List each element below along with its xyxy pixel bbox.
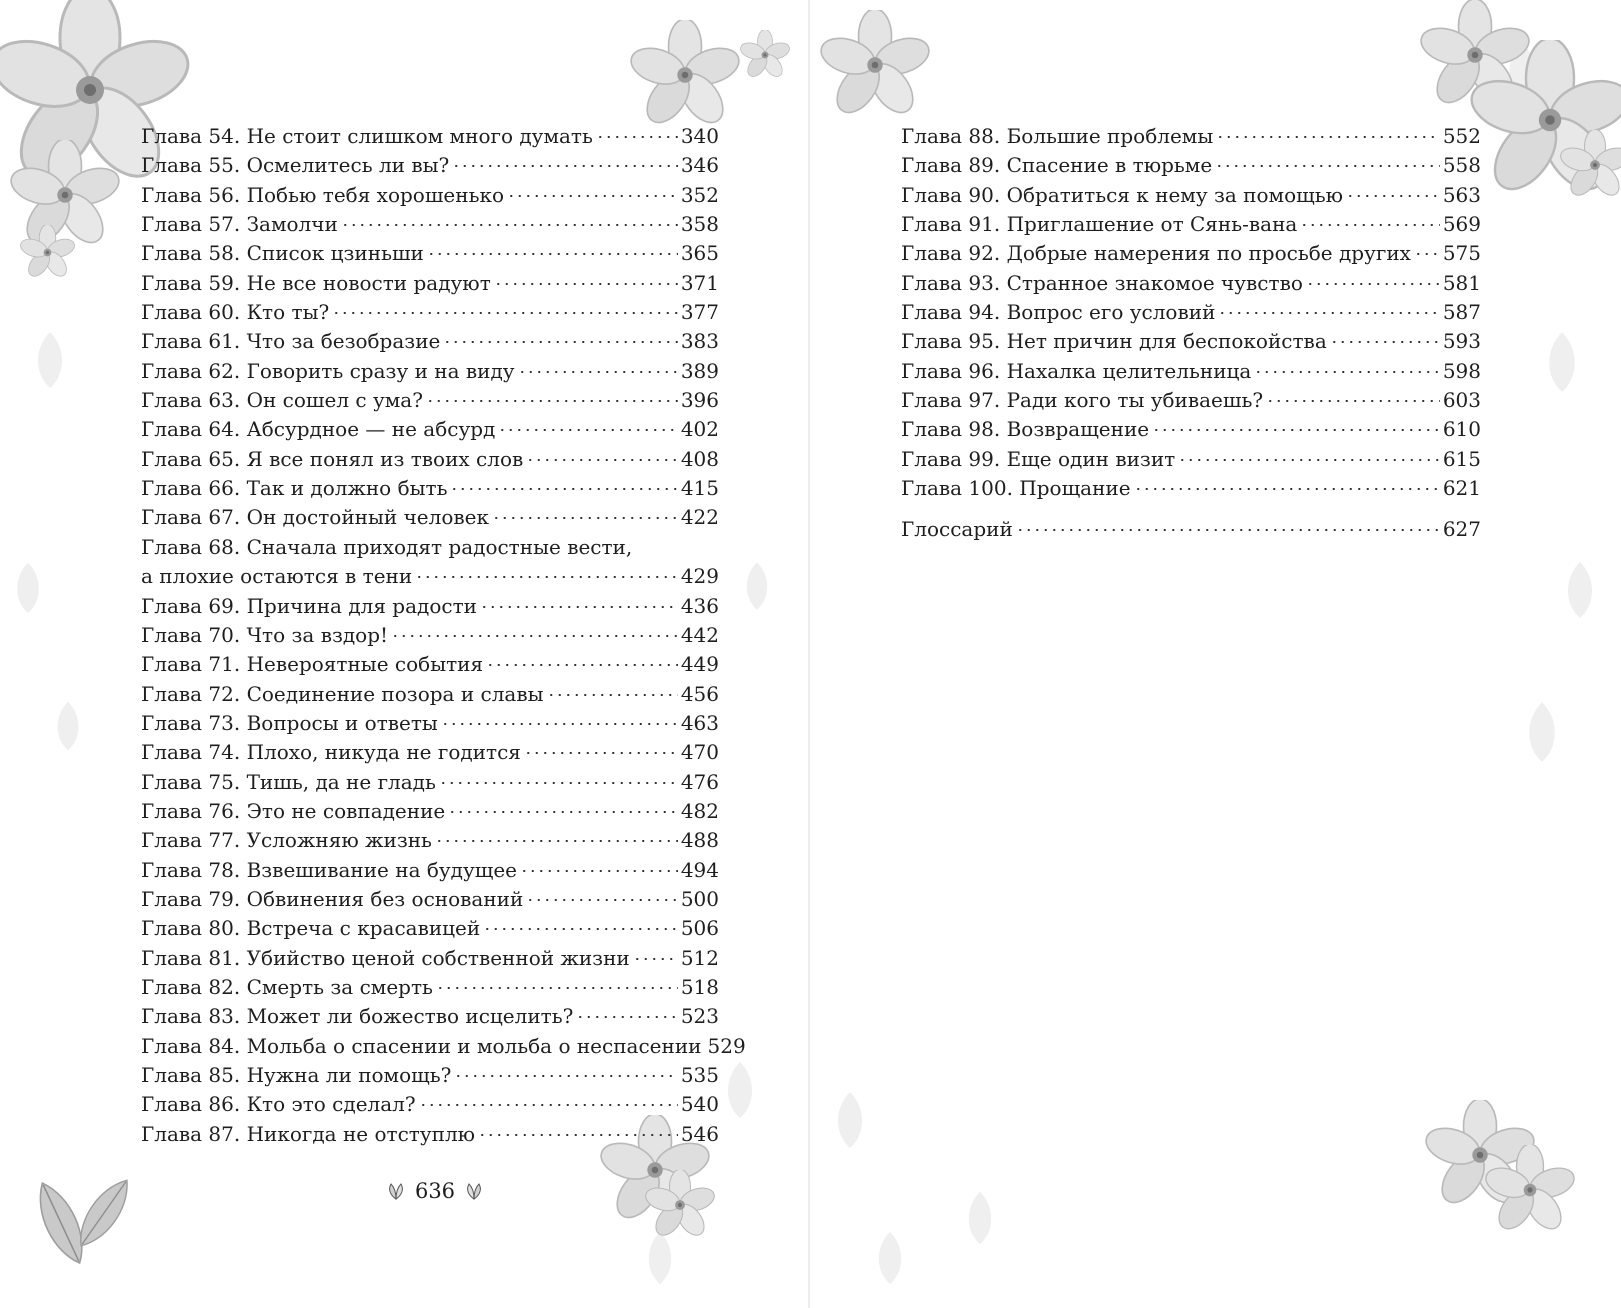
toc-entry-page: 563	[1442, 182, 1481, 207]
toc-entry	[141, 1061, 719, 1090]
dot-leader	[524, 752, 678, 754]
toc-entry-title: Глава 64. Абсурдное — не абсурд	[141, 417, 496, 442]
toc-entry	[141, 298, 719, 327]
toc-entry-page: 581	[1442, 270, 1481, 295]
toc-entry-page: 603	[1442, 388, 1481, 413]
dot-leader	[332, 312, 678, 314]
toc-entry	[141, 885, 719, 914]
dot-leader	[494, 283, 678, 285]
toc-entry	[141, 181, 719, 210]
toc-entry-title-line2: а плохие остаются в тени	[141, 564, 413, 589]
toc-entry	[141, 709, 719, 738]
toc-entry	[141, 826, 719, 855]
toc-entry	[141, 445, 719, 474]
toc-entry	[141, 503, 719, 532]
toc-entry	[901, 357, 1481, 386]
toc-entry	[901, 151, 1481, 180]
toc-entry-page: 358	[680, 212, 719, 237]
toc-entry	[141, 210, 719, 239]
toc-entry-title: Глава 61. Что за безобразие	[141, 329, 441, 354]
toc-entry	[141, 1032, 746, 1061]
dot-leader	[520, 870, 678, 872]
dot-leader	[492, 517, 678, 519]
toc-entry-page: 558	[1442, 153, 1481, 178]
toc-entry	[141, 768, 719, 797]
toc-entry-title: Глоссарий	[901, 517, 1013, 542]
toc-entry-page: 523	[680, 1004, 719, 1029]
toc-entry-page: 627	[1442, 517, 1481, 542]
toc-entry-title: Глава 70. Что за вздор!	[141, 622, 389, 647]
toc-entry-title: Глава 55. Осмелитесь ли вы?	[141, 153, 450, 178]
toc-entry-title: Глава 86. Кто это сделал?	[141, 1092, 416, 1117]
book-gutter	[808, 0, 810, 1308]
dot-leader	[518, 371, 678, 373]
toc-entry-page: 383	[680, 329, 719, 354]
toc-entry	[141, 973, 719, 1002]
toc-entry-title: Глава 80. Встреча с красавицей	[141, 916, 481, 941]
toc-entry-title: Глава 56. Побью тебя хорошенько	[141, 182, 505, 207]
dot-leader	[435, 840, 678, 842]
page-number: 636	[414, 1179, 456, 1203]
toc-entry	[141, 621, 719, 650]
toc-entry-title: Глава 96. Нахалка целительница	[901, 358, 1252, 383]
toc-entry-title: Глава 75. Тишь, да не гладь	[141, 769, 436, 794]
toc-entry	[141, 856, 719, 885]
toc-entry-title: Глава 67. Он достойный человек	[141, 505, 489, 530]
toc-entry-title-line1: Глава 68. Сначала приходят радостные вести,	[141, 534, 633, 559]
toc-entry-page: 512	[680, 945, 719, 970]
toc-entry-page: 365	[680, 241, 719, 266]
dot-leader	[1306, 283, 1440, 285]
dot-leader	[596, 136, 678, 138]
toc-entry-title: Глава 79. Обвинения без оснований	[141, 886, 524, 911]
toc-entry	[141, 357, 719, 386]
dot-leader	[576, 1016, 677, 1018]
dot-leader	[452, 165, 678, 167]
toc-entry	[141, 944, 719, 973]
toc-entry-title: Глава 73. Вопросы и ответы	[141, 710, 438, 735]
toc-entry-page: 402	[680, 417, 719, 442]
toc-entry-page: 346	[680, 153, 719, 178]
toc-entry-page: 436	[680, 593, 719, 618]
toc-entry-title: Глава 95. Нет причин для беспокойства	[901, 329, 1327, 354]
toc-entry-title: Глава 60. Кто ты?	[141, 300, 330, 325]
toc-entry-page: 476	[680, 769, 719, 794]
toc-entry-page: 500	[680, 886, 719, 911]
toc-entry-title: Глава 88. Большие проблемы	[901, 124, 1214, 148]
dot-leader	[1216, 136, 1440, 138]
toc-entry-page: 518	[680, 974, 719, 999]
dot-leader	[1178, 459, 1440, 461]
toc-entry-page: 371	[680, 270, 719, 295]
dot-leader	[1346, 195, 1440, 197]
toc-entry	[901, 269, 1481, 298]
toc-entry-title: Глава 97. Ради кого ты убиваешь?	[901, 388, 1264, 413]
toc-entry	[901, 210, 1481, 239]
dot-leader	[498, 429, 677, 431]
toc-entry-page: 621	[1442, 476, 1481, 501]
dot-leader	[439, 782, 678, 784]
toc-entry-page: 442	[680, 622, 719, 647]
toc-entry-title: Глава 62. Говорить сразу и на виду	[141, 358, 515, 383]
dot-leader	[1215, 165, 1440, 167]
toc-entry-title: Глава 71. Невероятные события	[141, 652, 484, 677]
dot-leader	[448, 811, 678, 813]
toc-entry-title: Глава 92. Добрые намерения по просьбе других	[901, 241, 1411, 266]
toc-entry	[141, 650, 719, 679]
toc-entry-page: 575	[1442, 241, 1481, 266]
toc-entry-title: Глава 65. Я все понял из твоих слов	[141, 446, 524, 471]
toc-entry-page: 552	[1442, 124, 1481, 148]
toc-left-column	[141, 122, 746, 1149]
toc-entry-title: Глава 74. Плохо, никуда не годится	[141, 740, 521, 765]
toc-entry-title: Глава 81. Убийство ценой собственной жизни	[141, 945, 630, 970]
dot-leader	[507, 195, 678, 197]
toc-entry	[901, 239, 1481, 268]
dot-leader	[526, 459, 678, 461]
dot-leader	[1300, 224, 1439, 226]
dot-leader	[341, 224, 678, 226]
toc-entry-title: Глава 87. Никогда не отступлю	[141, 1121, 476, 1146]
toc-entry-page: 540	[680, 1092, 719, 1117]
toc-entry-title: Глава 63. Он сошел с ума?	[141, 388, 423, 413]
toc-entry-page: 470	[680, 740, 719, 765]
toc-entry-title: Глава 69. Причина для радости	[141, 593, 477, 618]
dot-leader	[1134, 488, 1440, 490]
dot-leader	[391, 635, 678, 637]
toc-entry-page: 494	[680, 857, 719, 882]
toc-entry-title: Глава 84. Мольба о спасении и мольба о неспасении	[141, 1033, 702, 1058]
toc-entry	[141, 239, 719, 268]
toc-entry-page: 463	[680, 710, 719, 735]
toc-entry	[901, 445, 1481, 474]
dot-leader	[426, 400, 678, 402]
toc-entry-page: 506	[680, 916, 719, 941]
toc-entry	[141, 269, 719, 298]
toc-entry	[141, 1120, 719, 1149]
dot-leader	[436, 987, 678, 989]
toc-entry-title: Глава 82. Смерть за смерть	[141, 974, 433, 999]
toc-entry	[901, 415, 1481, 444]
dot-leader	[443, 341, 677, 343]
toc-entry-page: 340	[680, 124, 719, 148]
toc-entry	[141, 122, 719, 151]
toc-entry-page: 415	[680, 476, 719, 501]
toc-entry-page: 408	[680, 446, 719, 471]
toc-entry	[141, 327, 719, 356]
dot-leader	[483, 928, 678, 930]
toc-entry-glossary	[901, 515, 1481, 544]
dot-leader	[450, 488, 677, 490]
toc-entry-title: Глава 90. Обратиться к нему за помощью	[901, 182, 1344, 207]
toc-entry	[901, 122, 1481, 151]
toc-entry-page: 396	[680, 388, 719, 413]
toc-right-column	[901, 122, 1481, 545]
toc-entry	[141, 415, 719, 444]
toc-entry-page: 456	[680, 681, 719, 706]
dot-leader	[1266, 400, 1440, 402]
toc-entry-page: 535	[680, 1063, 719, 1087]
section-gap	[901, 503, 1481, 515]
toc-entry-title: Глава 93. Странное знакомое чувство	[901, 270, 1303, 295]
dot-leader	[526, 899, 677, 901]
dot-leader	[486, 664, 678, 666]
toc-entry-title: Глава 91. Приглашение от Сянь-вана	[901, 212, 1298, 237]
toc-entry	[141, 738, 719, 767]
dot-leader	[1330, 341, 1440, 343]
dot-leader	[441, 723, 678, 725]
toc-entry-title: Глава 99. Еще один визит	[901, 446, 1176, 471]
dot-leader	[1016, 529, 1440, 531]
dot-leader	[547, 694, 678, 696]
toc-entry-title: Глава 58. Список цзиньши	[141, 241, 424, 266]
toc-entry-title: Глава 78. Взвешивание на будущее	[141, 857, 518, 882]
toc-entry	[141, 151, 719, 180]
dot-leader	[427, 253, 678, 255]
toc-entry-page: 429	[680, 564, 719, 589]
toc-entry-page: 546	[680, 1121, 719, 1146]
toc-entry	[141, 680, 719, 709]
toc-entry	[901, 327, 1481, 356]
toc-entry	[901, 181, 1481, 210]
toc-entry-page: 389	[680, 358, 719, 383]
toc-entry	[901, 298, 1481, 327]
toc-entry-page: 449	[680, 652, 719, 677]
toc-entry-page: 569	[1442, 212, 1481, 237]
toc-entry	[141, 592, 719, 621]
toc-entry-title: Глава 100. Прощание	[901, 476, 1131, 501]
toc-entry-page: 598	[1442, 358, 1481, 383]
toc-entry-title: Глава 85. Нужна ли помощь?	[141, 1063, 452, 1087]
toc-entry	[141, 386, 719, 415]
toc-entry-title: Глава 77. Усложняю жизнь	[141, 828, 432, 853]
toc-entry	[901, 386, 1481, 415]
toc-entry	[141, 562, 719, 591]
toc-entry-title: Глава 89. Спасение в тюрьме	[901, 153, 1213, 178]
dot-leader	[480, 606, 678, 608]
toc-entry-title: Глава 54. Не стоит слишком много думать	[141, 124, 593, 148]
toc-entry-page: 482	[680, 798, 719, 823]
toc-entry-title: Глава 57. Замолчи	[141, 212, 338, 237]
toc-entry-page: 593	[1442, 329, 1481, 354]
toc-entry-title: Глава 98. Возвращение	[901, 417, 1150, 442]
dot-leader	[1152, 429, 1440, 431]
toc-entry-title: Глава 94. Вопрос его условий	[901, 300, 1216, 325]
toc-entry-page: 352	[680, 182, 719, 207]
toc-entry-page: 610	[1442, 417, 1481, 442]
toc-entry	[141, 1090, 719, 1119]
dot-leader	[633, 958, 678, 960]
dot-leader	[1414, 253, 1440, 255]
toc-entry-page: 615	[1442, 446, 1481, 471]
toc-entry-page: 377	[680, 300, 719, 325]
dot-leader	[415, 576, 678, 578]
toc-entry	[141, 1002, 719, 1031]
toc-entry	[141, 914, 719, 943]
dot-leader	[478, 1134, 678, 1136]
toc-entry-page: 422	[680, 505, 719, 530]
toc-entry-title: Глава 76. Это не совпадение	[141, 798, 446, 823]
toc-entry-title: Глава 66. Так и должно быть	[141, 476, 448, 501]
toc-entry	[141, 797, 719, 826]
dot-leader	[1254, 371, 1440, 373]
flower-sprig-icon	[385, 1181, 407, 1201]
toc-entry	[901, 474, 1481, 503]
toc-entry	[141, 474, 719, 503]
page-number-footer	[380, 1174, 490, 1208]
dot-leader	[419, 1104, 678, 1106]
toc-entry-title: Глава 59. Не все новости радуют	[141, 270, 491, 295]
flower-sprig-icon	[463, 1181, 485, 1201]
toc-entry-page: 488	[680, 828, 719, 853]
dot-leader	[1218, 312, 1439, 314]
toc-entry-page: 587	[1442, 300, 1481, 325]
toc-entry-title: Глава 72. Соединение позора и славы	[141, 681, 544, 706]
toc-entry-title: Глава 83. Может ли божество исцелить?	[141, 1004, 574, 1029]
dot-leader	[454, 1075, 677, 1077]
toc-entry-page: 529	[707, 1033, 746, 1058]
